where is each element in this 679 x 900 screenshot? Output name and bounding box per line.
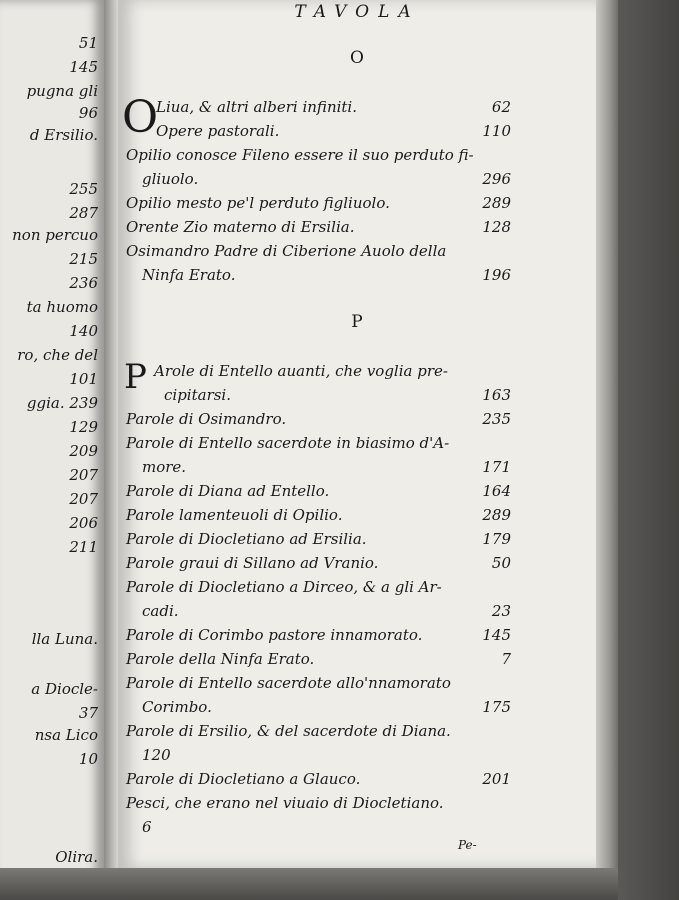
left-page bbox=[0, 0, 104, 880]
left-page-line: 236 bbox=[69, 274, 98, 292]
page-edges bbox=[596, 0, 618, 872]
entry-text: Ninfa Erato. bbox=[142, 266, 236, 284]
index-entry bbox=[126, 578, 511, 600]
entry-text: Liua, & altri alberi infiniti. bbox=[156, 98, 357, 116]
left-page-line: ggia. 239 bbox=[26, 394, 98, 412]
drop-cap-o: O bbox=[122, 92, 159, 143]
index-entry bbox=[126, 650, 511, 672]
index-entry bbox=[126, 98, 511, 120]
index-entry bbox=[126, 386, 511, 408]
catchword: Pe- bbox=[458, 838, 477, 852]
entry-text: Opilio conosce Fileno essere il suo perduto fi- bbox=[126, 146, 474, 164]
index-entry bbox=[126, 506, 511, 528]
left-page-line: 129 bbox=[69, 418, 98, 436]
left-page-line: pugna gli bbox=[26, 82, 98, 100]
entry-text: Arole di Entello auanti, che voglia pre- bbox=[154, 362, 448, 380]
entry-page-number: 289 bbox=[482, 194, 511, 212]
running-head: TAVOLA bbox=[294, 2, 420, 22]
left-page-line: 255 bbox=[69, 180, 98, 198]
entry-page-number: 201 bbox=[482, 770, 511, 788]
left-page-line: 51 bbox=[78, 34, 98, 52]
entry-page-number: 171 bbox=[482, 458, 511, 476]
entry-page-number: 62 bbox=[491, 98, 511, 116]
left-page-line: nsa Lico bbox=[34, 726, 98, 744]
entry-text: Parole di Diocletiano a Dirceo, & a gli Ar- bbox=[126, 578, 442, 596]
left-page-line: 140 bbox=[69, 322, 98, 340]
left-page-line: 10 bbox=[78, 750, 98, 768]
index-entry bbox=[126, 602, 511, 624]
entry-page-number: 164 bbox=[482, 482, 511, 500]
index-entry bbox=[126, 266, 511, 288]
index-entry bbox=[126, 434, 511, 456]
entry-text: Parole di Diocletiano ad Ersilia. bbox=[126, 530, 367, 548]
index-entry bbox=[126, 722, 511, 744]
book-cover bbox=[618, 0, 679, 900]
entry-text: Parole di Entello sacerdote allo'nnamorato bbox=[126, 674, 451, 692]
entry-page-number: 289 bbox=[482, 506, 511, 524]
left-page-line: ro, che del bbox=[17, 346, 98, 364]
entry-page-number: 163 bbox=[482, 386, 511, 404]
left-page-line: 207 bbox=[69, 466, 98, 484]
entry-text: Corimbo. bbox=[142, 698, 212, 716]
left-page-line: a Diocle- bbox=[31, 680, 98, 698]
entry-text: Opilio mesto pe'l perduto figliuolo. bbox=[126, 194, 390, 212]
entry-text: gliuolo. bbox=[142, 170, 199, 188]
section-letter-o: O bbox=[350, 48, 364, 68]
index-entry bbox=[126, 242, 511, 264]
entry-text: Parole di Entello sacerdote in biasimo d'A- bbox=[126, 434, 450, 452]
entry-page-number: 235 bbox=[482, 410, 511, 428]
entry-page-number: 110 bbox=[482, 122, 511, 140]
left-page-line: 145 bbox=[69, 58, 98, 76]
entry-page-number: 23 bbox=[491, 602, 511, 620]
entry-text: Osimandro Padre di Ciberione Auolo della bbox=[126, 242, 447, 260]
index-entry bbox=[126, 770, 511, 792]
index-entry bbox=[126, 194, 511, 216]
gutter bbox=[104, 0, 118, 870]
entry-text: cipitarsi. bbox=[164, 386, 232, 404]
entry-text: cadi. bbox=[142, 602, 179, 620]
entry-page-number: 175 bbox=[482, 698, 511, 716]
index-entry bbox=[126, 818, 511, 840]
index-entry bbox=[126, 362, 511, 384]
entry-text: 120 bbox=[142, 746, 171, 764]
index-entry bbox=[126, 170, 511, 192]
left-page-line: 215 bbox=[69, 250, 98, 268]
entry-text: 6 bbox=[142, 818, 152, 836]
left-page-line: 37 bbox=[78, 704, 98, 722]
entry-page-number: 196 bbox=[482, 266, 511, 284]
index-entry bbox=[126, 794, 511, 816]
index-entry bbox=[126, 458, 511, 480]
index-entry bbox=[126, 530, 511, 552]
entry-text: Parole di Ersilio, & del sacerdote di Diana. bbox=[126, 722, 451, 740]
entry-page-number: 128 bbox=[482, 218, 511, 236]
entry-text: Parole di Diocletiano a Glauco. bbox=[126, 770, 361, 788]
left-page-line: 101 bbox=[69, 370, 98, 388]
entry-text: Parole di Corimbo pastore innamorato. bbox=[126, 626, 423, 644]
entry-page-number: 7 bbox=[501, 650, 511, 668]
index-entry bbox=[126, 482, 511, 504]
index-entry bbox=[126, 674, 511, 696]
left-page-line: ta huomo bbox=[26, 298, 98, 316]
entry-text: Pesci, che erano nel viuaio di Diocletiano. bbox=[126, 794, 444, 812]
left-page-line: Olira. bbox=[55, 848, 98, 866]
entry-page-number: 145 bbox=[482, 626, 511, 644]
entry-text: Opere pastorali. bbox=[156, 122, 280, 140]
entry-text: Orente Zio materno di Ersilia. bbox=[126, 218, 355, 236]
left-page-line: lla Luna. bbox=[31, 630, 98, 648]
index-entry bbox=[126, 146, 511, 168]
left-page-line: 287 bbox=[69, 204, 98, 222]
index-entry bbox=[126, 218, 511, 240]
left-page-line: 207 bbox=[69, 490, 98, 508]
bottom-cover bbox=[0, 868, 618, 900]
entry-page-number: 50 bbox=[491, 554, 511, 572]
index-entry bbox=[126, 698, 511, 720]
drop-cap-p: P bbox=[124, 357, 147, 397]
entry-text: Parole lamenteuoli di Opilio. bbox=[126, 506, 343, 524]
entry-text: Parole della Ninfa Erato. bbox=[126, 650, 315, 668]
left-page-line: 211 bbox=[69, 538, 98, 556]
right-page bbox=[118, 0, 596, 868]
entry-text: more. bbox=[142, 458, 187, 476]
entry-page-number: 296 bbox=[482, 170, 511, 188]
index-entry bbox=[126, 122, 511, 144]
index-entry bbox=[126, 626, 511, 648]
index-entry bbox=[126, 410, 511, 432]
entry-text: Parole graui di Sillano ad Vranio. bbox=[126, 554, 379, 572]
left-page-line: 206 bbox=[69, 514, 98, 532]
entry-text: Parole di Diana ad Entello. bbox=[126, 482, 330, 500]
left-page-line: non percuo bbox=[12, 226, 98, 244]
left-page-line: 209 bbox=[69, 442, 98, 460]
entry-text: Parole di Osimandro. bbox=[126, 410, 287, 428]
left-page-line: 96 bbox=[78, 104, 98, 122]
entry-page-number: 179 bbox=[482, 530, 511, 548]
section-letter-p: P bbox=[351, 312, 363, 332]
left-page-line: d Ersilio. bbox=[29, 126, 98, 144]
index-entry bbox=[126, 554, 511, 576]
index-entry bbox=[126, 746, 511, 768]
